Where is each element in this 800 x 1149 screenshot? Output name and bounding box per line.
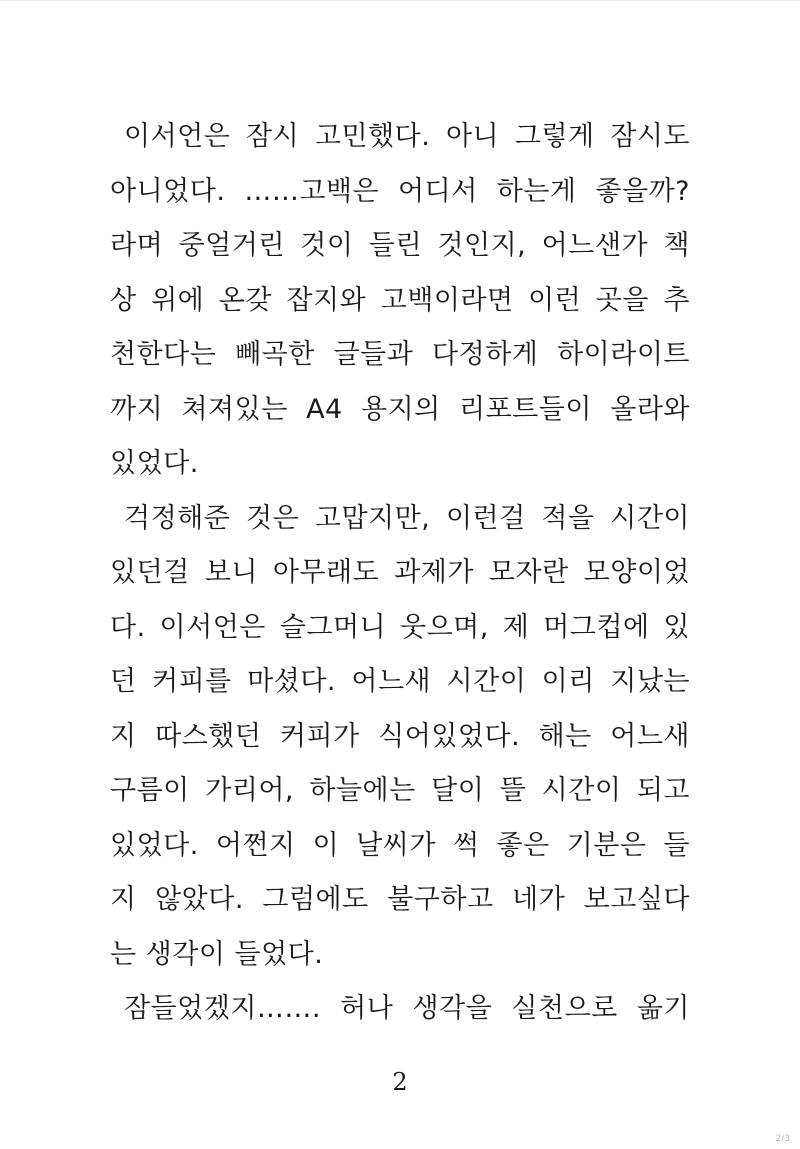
page-number: 2 [392,1068,408,1096]
text-line: 까지 쳐져있는 A4 용지의 리포트들이 올라와 [110,393,690,425]
text-line: 는 생각이 들었다. [110,938,324,970]
text-line: 라며 중얼거린 것이 들린 것인지, 어느샌가 책 [110,230,690,261]
text-line: 아니었다. ……고백은 어디서 하는게 좋을까? [110,175,690,207]
text-line: 있었다. 어쩐지 이 날씨가 썩 좋은 기분은 들 [110,829,690,861]
text-line: 구름이 가리어, 하늘에는 달이 뜰 시간이 되고 [110,775,690,806]
text-line: 있었다. [110,448,199,479]
top-border [0,0,800,1]
text-line: 잠들었겠지……. 허나 생각을 실천으로 옮기 [124,993,690,1024]
text-line: 천한다는 빼곡한 글들과 다정하게 하이라이트 [110,339,690,370]
text-line: 걱정해준 것은 고맙지만, 이런걸 적을 시간이 [124,502,690,534]
text-line: 던 커피를 마셨다. 어느새 시간이 이리 지났는 [110,666,690,697]
text-line: 지 않았다. 그럼에도 불구하고 네가 보고싶다 [110,884,690,915]
text-line: 다. 이서언은 슬그머니 웃으며, 제 머그컵에 있 [110,611,690,643]
text-line: 상 위에 온갖 잡지와 고백이라면 이런 곳을 추 [110,284,690,316]
body-text [110,110,690,1037]
text-line: 지 따스했던 커피가 식어있었다. 해는 어느새 [110,720,690,752]
page-indicator: 2/3 [775,1134,790,1144]
text-line: 있던걸 보니 아무래도 과제가 모자란 모양이었 [110,557,690,588]
text-line: 이서언은 잠시 고민했다. 아니 그렇게 잠시도 [124,121,690,152]
